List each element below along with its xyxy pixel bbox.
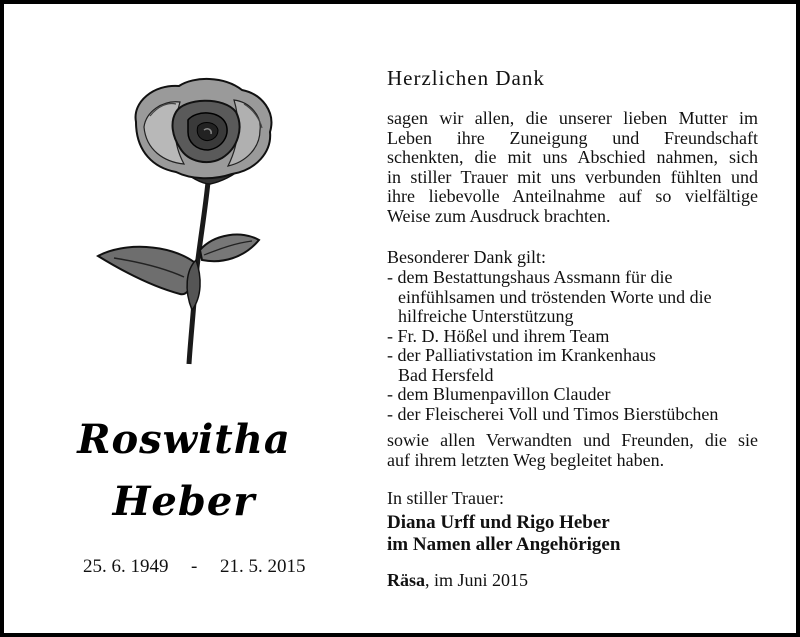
list-item: - dem Bestattungshaus Assmann für die <box>387 267 673 287</box>
place-name: Räsa <box>387 570 426 590</box>
mourner-line: Diana Urff und Rigo Heber <box>387 512 610 533</box>
list-item-continuation: hilfreiche Unterstützung <box>398 306 574 326</box>
list-item: - dem Blumenpavillon Clauder <box>387 384 611 404</box>
mourner-line: im Namen aller Angehörigen <box>387 534 621 555</box>
outro-line: auf ihrem letzten Weg begleitet haben. <box>387 449 665 470</box>
thanks-list <box>387 268 758 424</box>
list-item-continuation: einfühlsamen und tröstenden Worte und die <box>398 286 712 307</box>
list-item: - Fr. D. Hößel und ihrem Team <box>387 325 610 346</box>
deceased-last-name: Heber <box>112 478 256 525</box>
place-and-date <box>387 571 758 591</box>
deceased-first-name: Roswitha <box>77 416 291 463</box>
list-item: - der Palliativstation im Krankenhaus <box>387 345 656 365</box>
intro-line: Weise zum Ausdruck brachten. <box>387 205 611 226</box>
intro-line: in stiller Trauer mit uns verbunden fühlten und <box>387 166 758 187</box>
notice-heading: Herzlichen Dank <box>387 66 545 90</box>
birth-date: 25. 6. 1949 <box>83 556 169 577</box>
intro-line: Leben ihre Zuneigung und Freundschaft <box>387 127 758 148</box>
thanks-title: Besonderer Dank gilt: <box>387 247 546 267</box>
intro-line: ihre liebevolle Anteilnahme auf so vielfältige <box>387 186 758 206</box>
mourning-label: In stiller Trauer: <box>387 488 504 508</box>
list-item-continuation: Bad Hersfeld <box>398 364 494 385</box>
intro-paragraph <box>387 109 758 226</box>
place-date: , im Juni 2015 <box>425 570 529 590</box>
outro-paragraph <box>387 431 758 470</box>
intro-line: sagen wir allen, die unserer lieben Mutter im <box>387 108 758 128</box>
intro-line: schenkten, die mit uns Abschied nahmen, sich <box>387 147 758 167</box>
date-separator: - <box>191 556 198 577</box>
list-item: - der Fleischerei Voll und Timos Bierstübchen <box>387 403 719 424</box>
death-date: 21. 5. 2015 <box>220 556 306 577</box>
rose-icon <box>84 72 294 372</box>
mourners-block <box>387 512 758 556</box>
outro-line: sowie allen Verwandten und Freunden, die sie <box>387 430 758 450</box>
